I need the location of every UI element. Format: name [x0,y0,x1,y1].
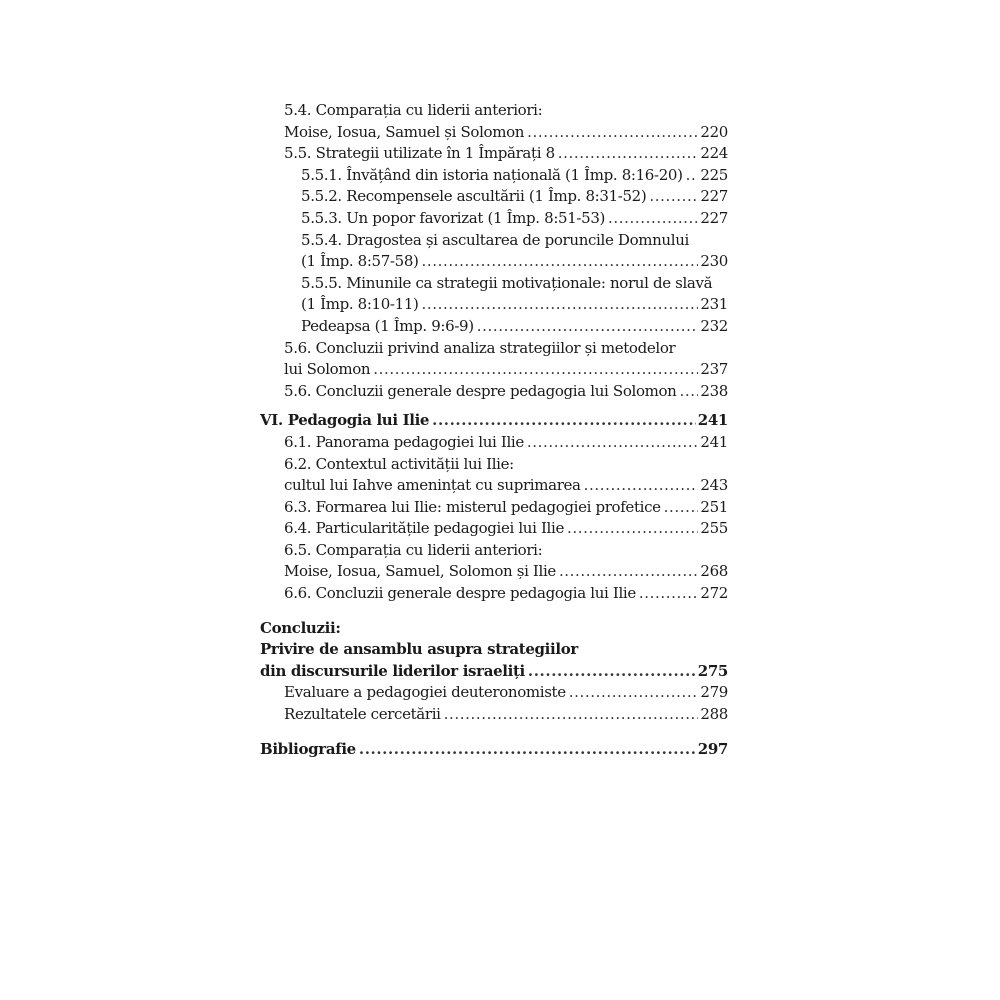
toc-entry-rezultate: Rezultatele cercetării ..... 288 [260,704,728,726]
toc-entry-5-5-5: (1 Împ. 8:10-11) ..... 231 [260,294,728,316]
dot-leader [569,682,699,704]
page-number: 243 [700,476,728,495]
toc-entry-5-6b: 5.6. Concluzii generale despre pedagogia lui Solomon ..... 238 [260,381,728,403]
page-number: 241 [697,411,728,430]
toc-entry-5-5: 5.5. Strategii utilizate în 1 Împărați 8 ..... 224 [260,143,728,165]
page-number: 238 [700,381,728,400]
dot-leader [567,518,698,540]
page-number: 225 [700,165,728,184]
dot-leader [584,475,699,497]
toc-entry-5-5-2: 5.5.2. Recompensele ascultării (1 Împ. 8:31-52) ..... 227 [260,186,728,208]
toc-entry-5-6a-line1: 5.6. Concluzii privind analiza strategiilor și metodelor [284,338,676,357]
toc-entry-5-4: Moise, Iosua, Samuel și Solomon ..... 220 [260,122,728,144]
dot-leader [444,704,699,726]
dot-leader [359,739,696,761]
dot-leader [686,165,699,187]
toc-entry-6-4: 6.4. Particularitățile pedagogiei lui Ilie ..... 255 [260,518,728,540]
dot-leader [680,381,699,403]
dot-leader [477,316,699,338]
page-number: 227 [700,208,728,227]
dot-leader [664,497,699,519]
toc-entry-6-2-line1: 6.2. Contextul activității lui Ilie: [284,454,514,473]
toc-chapter-6: VI. Pedagogia lui Ilie ..... 241 [260,410,728,432]
toc-entry-6-5-line1: 6.5. Comparația cu liderii anteriori: [284,540,543,559]
toc-entry-5-5-5-line1: 5.5.5. Minunile ca strategii motivaționale: norul de slavă [301,273,713,292]
page-number: 297 [697,739,728,758]
dot-leader [432,410,696,432]
toc-entry-6-6: 6.6. Concluzii generale despre pedagogia lui Ilie ..... 272 [260,583,728,605]
toc-conclusions-line2: Privire de ansamblu asupra strategiilor [260,640,578,659]
page-number: 275 [697,661,728,680]
toc-entry-pedeapsa: Pedeapsa (1 Împ. 9:6-9) ..... 232 [260,316,728,338]
dot-leader [649,186,698,208]
page-number: 232 [700,316,728,335]
table-of-contents [260,100,728,760]
dot-leader [528,661,696,683]
page-number: 237 [700,360,728,379]
page-number: 272 [700,584,728,603]
toc-entry-5-5-1: 5.5.1. Învățând din istoria națională (1 Împ. 8:16-20) ..... 225 [260,165,728,187]
page-number: 279 [700,683,728,702]
page-number: 251 [700,497,728,516]
dot-leader [373,359,698,381]
toc-bibliography: Bibliografie ..... 297 [260,739,728,761]
dot-leader [639,583,699,605]
page-number: 230 [700,252,728,271]
toc-entry-6-3: 6.3. Formarea lui Ilie: misterul pedagogiei profetice ..... 251 [260,497,728,519]
dot-leader [559,561,698,583]
toc-entry-5-5-4: (1 Împ. 8:57-58) ..... 230 [260,251,728,273]
dot-leader [558,143,699,165]
dot-leader [608,208,698,230]
toc-entry-5-6a: lui Solomon ..... 237 [260,359,728,381]
toc-entry-5-4-line1: 5.4. Comparația cu liderii anteriori: [284,101,543,119]
page-number: 288 [700,705,728,724]
page-number: 224 [700,144,728,163]
page-number: 255 [700,519,728,538]
toc-entry-6-2: cultul lui Iahve amenințat cu suprimarea ..... 243 [260,475,728,497]
page-number: 241 [700,432,728,451]
page-number: 220 [700,122,728,141]
toc-entry-5-5-4-line1: 5.5.4. Dragostea și ascultarea de poruncile Domnului [301,230,689,249]
toc-conclusions-line1: Concluzii: [260,618,341,637]
toc-conclusions: din discursurile liderilor israeliți ..... 275 [260,661,728,683]
toc-entry-6-1: 6.1. Panorama pedagogiei lui Ilie ..... 241 [260,432,728,454]
toc-entry-6-5: Moise, Iosua, Samuel, Solomon și Ilie ..... 268 [260,561,728,583]
page-number: 231 [700,295,728,314]
dot-leader [527,122,698,144]
dot-leader [527,432,699,454]
toc-entry-5-5-3: 5.5.3. Un popor favorizat (1 Împ. 8:51-53) ..... 227 [260,208,728,230]
dot-leader [422,251,699,273]
page-number: 227 [700,187,728,206]
page-number: 268 [700,562,728,581]
toc-entry-evaluare: Evaluare a pedagogiei deuteronomiste ..... 279 [260,682,728,704]
dot-leader [422,294,699,316]
